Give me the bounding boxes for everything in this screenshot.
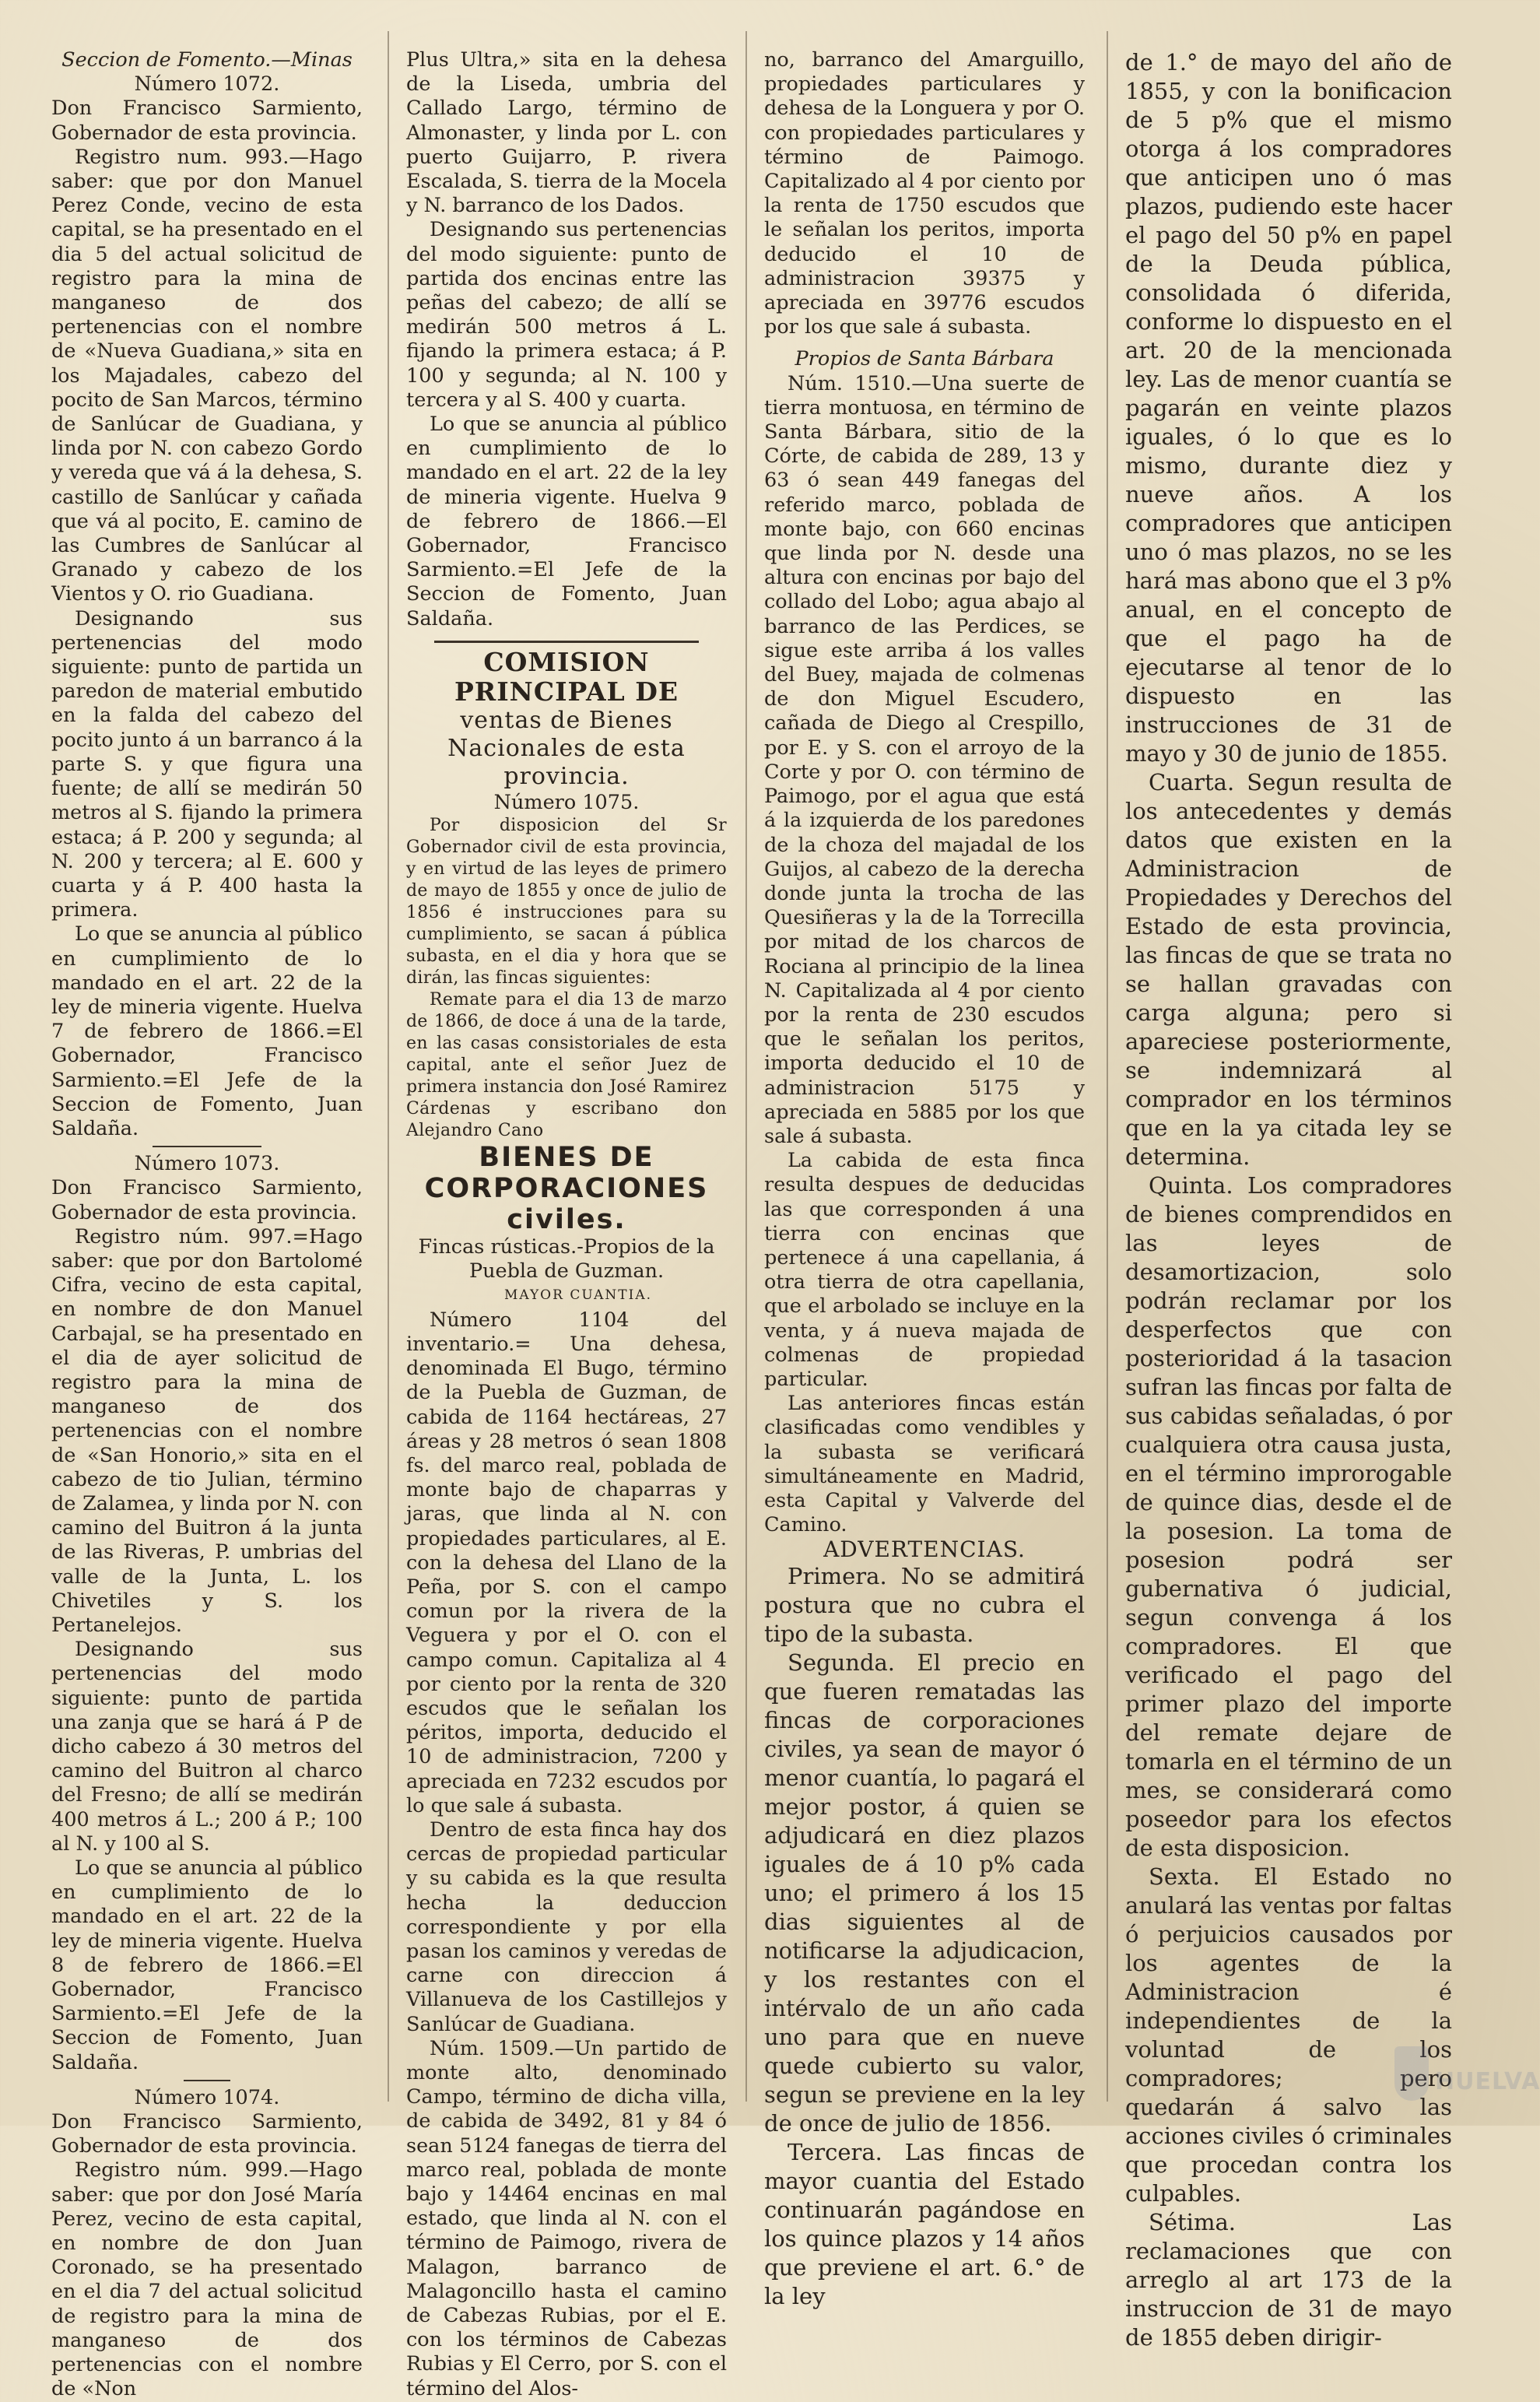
column-4: [1125, 48, 1452, 2351]
notice-header: Don Francisco Sarmiento, Gobernador de esta provincia.: [51, 97, 363, 145]
shield-icon: [1394, 2046, 1429, 2101]
column-rule: [745, 31, 747, 2102]
paragraph: Segunda. El precio en que fueren rematadas las fincas de corporaciones civiles, ya sean de mayor ó menor cuantía, lo pagará el mejor postor, á quien se adjudicará en diez plazos iguales de á 10 p% cada uno; el primero á los 15 dias siguientes al de notificarse la adjudicacion, y los restantes con el intérvalo de un año cada uno para que en nueve quede cubierto su valor, segun se previene en la ley de once de julio de 1856.: [764, 1649, 1085, 2137]
advertencias-heading: ADVERTENCIAS.: [823, 1536, 1026, 1563]
subheading: Fincas rústicas.-Propios de la Puebla de Guzman.: [418, 1235, 715, 1284]
paragraph: Sexta. El Estado no anulará las ventas por faltas ó perjuicios causados por los agentes de la Administracion é independientes de la voluntad de los compradores; pero quedarán á salvo las acciones civiles ó criminales que procedan contra los culpables.: [1125, 1863, 1452, 2207]
paragraph: no, barranco del Amarguillo, propiedades particulares y dehesa de la Longuera y por O. con propiedades particulares y término de Paimogo. Capitalizado al 4 por ciento por la renta de 1750 escudos que le señalan los peritos, importa deducido el 10 de administracion 39375 y apreciada en 39776 escudos por los que sale á subasta.: [764, 48, 1085, 339]
paragraph: Lo que se anuncia al público en cumplimiento de lo mandado en el art. 22 de la ley de mineria vigente. Huelva 9 de febrero de 1866.—El Gobernador, Francisco Sarmiento.=El Jefe de la Seccion de Fomento, Juan Saldaña.: [406, 413, 727, 630]
column-1: [51, 48, 363, 2401]
paragraph: Quinta. Los compradores de bienes comprendidos en las leyes de desamortizacion, solo podrán reclamar por los desperfectos que con posterioridad á la tasacion sufran las fincas por falta de sus cabidas señaladas, ó por cualquiera otra causa justa, en el término improrogable de quince dias, desde el de la posesion. La toma de posesion podrá ser gubernativa ó judicial, segun convenga á los compradores. El que verificado el pago del primer plazo del importe del remate dejare de tomarla en el término de un mes, se considerará como poseedor para los efectos de esta disposicion.: [1125, 1172, 1452, 1861]
paragraph: Las anteriores fincas están clasificadas como vendibles y la subasta se verificará simultáneamente en Madrid, esta Capital y Valverde del Camino.: [764, 1392, 1085, 1537]
paragraph: Remate para el dia 13 de marzo de 1866, de doce á una de la tarde, en las casas consistoriales de esta capital, ante el señor Juez de primera instancia don José Ramirez Cárdenas y escribano don Alejandro Cano: [406, 990, 727, 1141]
column-3: [764, 48, 1085, 2309]
paragraph: Cuarta. Segun resulta de los antecedentes y demás datos que existen en la Administracion de Propiedades y Derechos del Estado de esta provincia, las fincas de que se trata no se hallan gravadas con carga alguna; pero si apareciese posteriormente, se indemnizará al comprador en los términos que en la ya citada ley se determina.: [1125, 769, 1452, 1170]
paragraph: Designando sus pertenencias del modo siguiente: punto de partida un paredon de material embutido en la falda del cabezo del pocito junto á un barranco á la parte S. y que figura una fuente; de allí se medirán 50 metros al S. fijando la primera estaca; á P. 200 y segunda; al N. 200 y tercera; al E. 600 y cuarta y á P. 400 hasta la primera.: [51, 606, 363, 922]
paragraph: Primera. No se admitirá postura que no cubra el tipo de la subasta.: [764, 1562, 1085, 1647]
commission-subtitle: ventas de Bienes Nacionales de esta provincia.: [447, 706, 686, 790]
paragraph: de 1.° de mayo del año de 1855, y con la bonificacion de 5 p% que el mismo otorga á los compradores que anticipen uno ó mas plazos, pudiendo este hacer el pago del 50 p% en papel de la Deuda pública, consolidada ó diferida, conforme lo dispuesto en el art. 20 de la mencionada ley. Las de menor cuantía se pagarán en veinte plazos iguales, ó lo que es lo mismo, durante diez y nueve años. A los compradores que anticipen uno ó mas plazos, no se les hará mas abono que el 3 p% anual, en el concepto de que el pago ha de ejecutarse al tenor de lo dispuesto en las instrucciones de 31 de mayo y 30 de junio de 1855.: [1125, 49, 1452, 767]
paragraph: Registro núm. 997.=Hago saber: que por don Bartolomé Cifra, vecino de esta capital, en nombre de don Manuel Carbajal, se ha presentado en el dia de ayer solicitud de registro para la mina de manganeso de dos pertenencias con el nombre de «San Honorio,» sita en el cabezo de tio Julian, término de Zalamea, y linda por N. con camino del Buitron á la junta de las Riveras, P. umbrias del valle de la Junta, L. los Chivetiles y S. los Pertanelejos.: [51, 1224, 363, 1637]
section-heading: Seccion de Fomento.—Minas: [61, 48, 353, 72]
paragraph: Designando sus pertenencias del modo siguiente: punto de partida dos encinas entre las peñas del cabezo; de allí se medirán 500 metros á L. fijando la primera estaca; á P. 100 y segunda; al N. 100 y tercera y al S. 400 y cuarta.: [406, 218, 727, 412]
paragraph: Tercera. Las fincas de mayor cuantia del Estado continuarán pagándose en los quince plazos y 14 años que previene el art. 6.° de la ley: [764, 2138, 1085, 2309]
section-title: BIENES DE CORPORACIONES civiles.: [424, 1142, 709, 1236]
column-2: [406, 48, 727, 2400]
column-rule: [388, 31, 389, 2102]
notice-header: Don Francisco Sarmiento, Gobernador de esta provincia.: [51, 1176, 363, 1224]
notice-number: Número 1072.: [134, 72, 280, 97]
paragraph: Sétima. Las reclamaciones que con arreglo al art 173 de la instruccion de 31 de mayo de 1855 deben dirigir-: [1125, 2209, 1452, 2351]
commission-title: COMISION PRINCIPAL DE: [454, 646, 679, 707]
subheading-small: MAYOR CUANTIA.: [503, 1287, 653, 1304]
notice-number: Número 1074.: [134, 2085, 280, 2109]
paragraph: Registro núm. 999.—Hago saber: que por don José María Perez, vecino de esta capital, en nombre de don Juan Coronado, se ha presentado en el dia 7 del actual solicitud de registro para la mina de manganeso de dos pertenencias con el nombre de «Non: [51, 2158, 363, 2401]
paragraph: Número 1104 del inventario.= Una dehesa, denominada El Bugo, término de la Puebla de Guzman, de cabida de 1164 hectáreas, 27 áreas y 28 metros ó sean 1808 fs. del marco real, poblada de monte bajo de chaparras y jaras, que linda al N. con propiedades particulares, al E. con la dehesa del Llano de la Peña, por S. con el campo comun por la rivera de la Veguera y por el O. con el campo comun. Capitaliza al 4 por ciento por la renta de 320 escudos que le señalan los péritos, importa, deducido el 10 de administracion, 7200 y apreciada en 7232 escudos por lo que sale á subasta.: [406, 1308, 727, 1817]
notice-number: Número 1075.: [493, 790, 640, 814]
paragraph: Plus Ultra,» sita en la dehesa de la Liseda, umbria del Callado Largo, término de Almonaster, y linda por L. con puerto Guijarro, P. rivera Escalada, S. tierra de la Mocela y N. barranco de los Dados.: [406, 48, 727, 218]
column-rule: [1107, 31, 1108, 2102]
paragraph: La cabida de esta finca resulta despues de deducidas las que corresponden á una tierra con encinas que pertenece á una capellania, á otra tierra de otra capellania, que el arbolado se incluye en la venta, y á nueva majada de colmenas de propiedad particular.: [764, 1149, 1085, 1391]
notice-number: Número 1073.: [134, 1152, 280, 1176]
paragraph: Núm. 1509.—Un partido de monte alto, denominado Campo, término de dicha villa, de cabida de 3492, 81 y 84 ó sean 5124 fanegas de tierra del marco real, poblada de monte bajo y 14464 encinas en mal estado, que linda al N. con el término de Paimogo, rivera de Malagon, barranco de Malagoncillo hasta el camino de Cabezas Rubias, por el E. con los términos de Cabezas Rubias y El Cerro, por S. con el término del Alos-: [406, 2036, 727, 2400]
watermark-text: HUELVA: [1435, 2068, 1540, 2095]
archive-watermark: [1394, 2045, 1540, 2109]
paragraph: Lo que se anuncia al público en cumplimiento de lo mandado en el art. 22 de la ley de mineria vigente. Huelva 8 de febrero de 1866.=El Gobernador, Francisco Sarmiento.=El Jefe de la Seccion de Fomento, Juan Saldaña.: [51, 1856, 363, 2074]
paragraph: Registro num. 993.—Hago saber: que por don Manuel Perez Conde, vecino de esta capital, se ha presentado en el dia 5 del actual solicitud de registro para la mina de manganeso de dos pertenencias con el nombre de «Nueva Guadiana,» sita en los Majadales, cabezo del pocito de San Marcos, término de Sanlúcar de Guadiana, y linda por N. con cabezo Gordo y vereda que vá á la dehesa, S. castillo de Sanlúcar y cañada que vá al pocito, E. camino de las Cumbres de Sanlúcar al Granado y cabezo de los Vientos y O. rio Guadiana.: [51, 145, 363, 606]
subheading: Propios de Santa Bárbara: [795, 347, 1054, 371]
paragraph: Designando sus pertenencias del modo siguiente: punto de partida una zanja que se hará á P de dicho cabezo á 30 metros del camino del Buitron al charco del Fresno; de allí se medirán 400 metros á L.; 200 á P.; 100 al N. y 100 al S.: [51, 1638, 363, 1856]
separator: [184, 2080, 230, 2081]
paragraph: Dentro de esta finca hay dos cercas de propiedad particular y su cabida es la que resulta hecha la deduccion correspondiente y por ella pasan los caminos y veredas de carne con direccion á Villanueva de los Castillejos y Sanlúcar de Guadiana.: [406, 1817, 727, 2036]
paragraph: Núm. 1510.—Una suerte de tierra montuosa, en término de Santa Bárbara, sitio de la Córte, de cabida de 289, 13 y 63 ó sean 449 fanegas del referido marco, poblada de monte bajo, con 660 encinas que linda por N. desde una altura con encinas por bajo del collado del Lobo; agua abajo al barranco de las Perdices, se sigue este arriba á los valles del Buey, majada de colmenas de don Miguel Escudero, cañada de Diego al Crespillo, por E. y S. con el arroyo de la Corte y por O. con término de Paimogo, por el agua que está á la izquierda de los paredones de la choza del majadal de los Guijos, al cabezo de la derecha donde junta la trocha de las Quesiñeras y la de la Torrecilla por mitad de los charcos de Rociana al principio de la linea N. Capitalizada al 4 por ciento por la renta de 230 escudos que le señalan los peritos, importa deducido el 10 de administracion 5175 y apreciada en 5885 por los que sale á subasta.: [764, 371, 1085, 1148]
paragraph: Lo que se anuncia al público en cumplimiento de lo mandado en el art. 22 de la ley de mineria vigente. Huelva 7 de febrero de 1866.=El Gobernador, Francisco Sarmiento.=El Jefe de la Seccion de Fomento, Juan Saldaña.: [51, 922, 363, 1140]
paragraph: Por disposicion del Sr Gobernador civil de esta provincia, y en virtud de las leyes de primero de mayo de 1855 y once de julio de 1856 é instrucciones para su cumplimiento, se sacan á pública subasta, en el dia y hora que se dirán, las fincas siguientes:: [406, 816, 727, 989]
notice-header: Don Francisco Sarmiento, Gobernador de esta provincia.: [51, 2110, 363, 2158]
separator: [153, 1146, 261, 1147]
separator: [434, 641, 699, 643]
